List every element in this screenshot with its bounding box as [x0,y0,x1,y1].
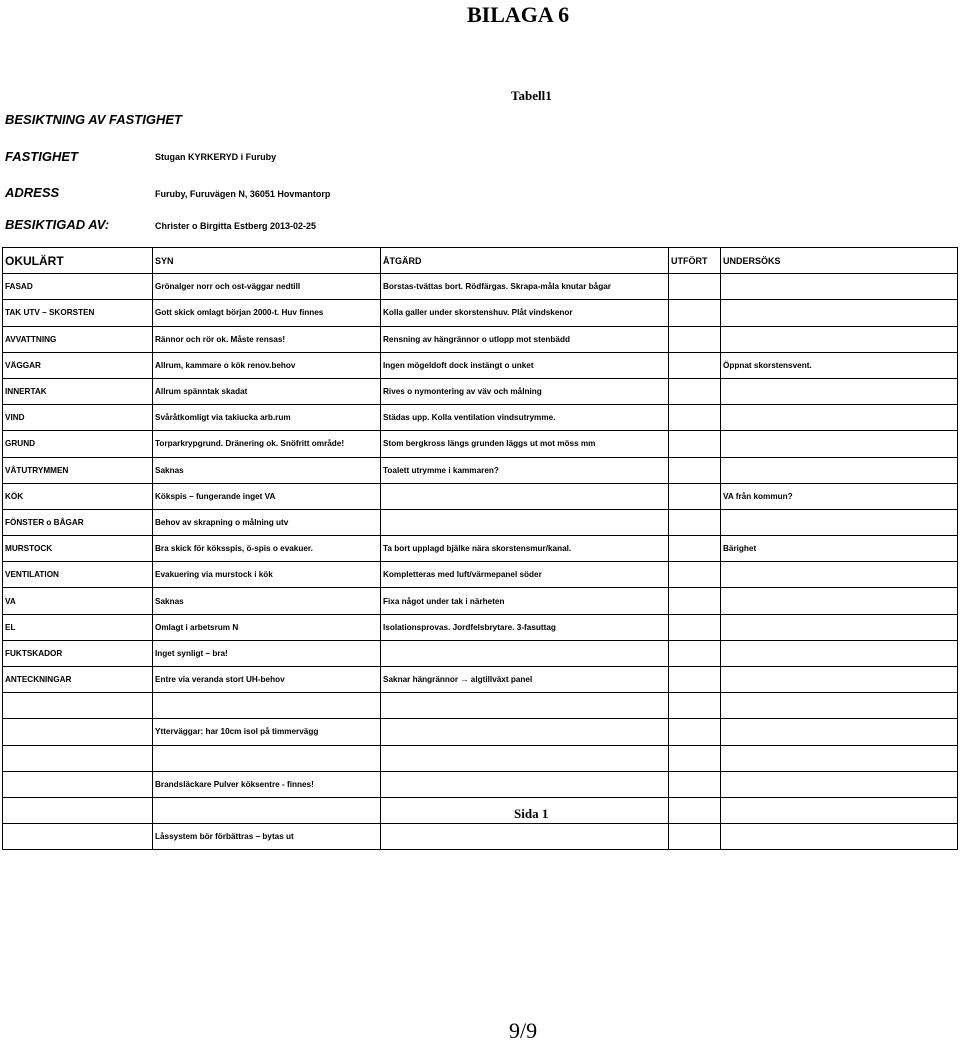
table-row [3,614,958,640]
cell-atgard: Stom bergkross längs grunden läggs ut mot möss mm [381,431,669,457]
table-row [3,405,958,431]
cell-okulart: VÅTUTRYMMEN [3,457,153,483]
column-header-underloks: UNDERSÖKS [721,248,958,274]
table-row [3,824,958,850]
cell-atgard [381,640,669,666]
cell-atgard: Ingen mögeldoft dock instängt o unket [381,352,669,378]
cell-undersoks [721,693,958,719]
column-header-syn: SYN [153,248,381,274]
property-value: Stugan KYRKERYD i Furuby [155,152,277,162]
cell-atgard: Borstas-tvättas bort. Rödfärgas. Skrapa-måla knutar bågar [381,274,669,300]
table-row [3,719,958,745]
cell-atgard: Saknar hängrännor → algtillväxt panel [381,667,669,693]
table-row [3,509,958,535]
cell-okulart: MURSTOCK [3,536,153,562]
cell-undersoks [721,431,958,457]
cell-okulart [3,693,153,719]
table-header-row [3,248,958,274]
cell-atgard: Rensning av hängrännor o utlopp mot stenbädd [381,326,669,352]
cell-syn: Entre via veranda stort UH-behov [153,667,381,693]
cell-syn: Rännor och rör ok. Måste rensas! [153,326,381,352]
table-row [3,274,958,300]
address-label: ADRESS [5,185,60,200]
cell-utfort [669,562,721,588]
cell-atgard [381,693,669,719]
cell-undersoks [721,509,958,535]
inspection-table [2,247,958,850]
cell-okulart: FASAD [3,274,153,300]
table-row [3,431,958,457]
table-row [3,745,958,771]
cell-okulart: GRUND [3,431,153,457]
document-title: BESIKTNING AV FASTIGHET [5,112,182,127]
cell-undersoks: Öppnat skorstensvent. [721,352,958,378]
cell-undersoks [721,562,958,588]
cell-syn: Saknas [153,457,381,483]
cell-utfort [669,509,721,535]
cell-okulart: TAK UTV – SKORSTEN [3,300,153,326]
cell-syn [153,693,381,719]
attachment-title: BILAGA 6 [467,2,570,27]
table-row [3,300,958,326]
table-row [3,562,958,588]
sheet-name: Tabell1 [511,88,552,103]
cell-atgard [381,771,669,797]
cell-okulart: FUKTSKADOR [3,640,153,666]
cell-okulart: INNERTAK [3,378,153,404]
cell-undersoks [721,274,958,300]
page-number: 9/9 [509,1018,538,1043]
inspected-by-label: BESIKTIGAD AV: [5,217,110,232]
cell-undersoks: VA från kommun? [721,483,958,509]
cell-utfort [669,352,721,378]
cell-syn: Inget synligt – bra! [153,640,381,666]
cell-syn: Grönalger norr och ost-väggar nedtill [153,274,381,300]
cell-syn: Svåråtkomligt via takiucka arb.rum [153,405,381,431]
cell-undersoks [721,614,958,640]
cell-atgard [381,745,669,771]
cell-undersoks [721,745,958,771]
table-row [3,457,958,483]
cell-undersoks [721,640,958,666]
cell-syn: Allrum spänntak skadat [153,378,381,404]
cell-syn: Allrum, kammare o kök renov.behov [153,352,381,378]
cell-atgard: Rives o nymontering av väv och målning [381,378,669,404]
cell-syn: Brandsläckare Pulver köksentre - finnes! [153,771,381,797]
cell-syn: Evakuering via murstock i kök [153,562,381,588]
cell-syn [153,797,381,823]
cell-utfort [669,797,721,823]
cell-undersoks [721,719,958,745]
cell-utfort [669,667,721,693]
column-header-okulart: OKULÄRT [3,248,153,274]
cell-syn: Omlagt i arbetsrum N [153,614,381,640]
cell-okulart: VÄGGAR [3,352,153,378]
cell-utfort [669,457,721,483]
sheet-page-label: Sida 1 [514,806,549,821]
table-row [3,483,958,509]
cell-undersoks [721,771,958,797]
cell-okulart: VIND [3,405,153,431]
cell-utfort [669,614,721,640]
cell-utfort [669,588,721,614]
cell-okulart [3,719,153,745]
cell-okulart [3,797,153,823]
cell-atgard [381,719,669,745]
cell-syn: Behov av skrapning o målning utv [153,509,381,535]
cell-utfort [669,693,721,719]
cell-atgard [381,509,669,535]
cell-utfort [669,378,721,404]
cell-undersoks [721,588,958,614]
cell-utfort [669,483,721,509]
cell-atgard: Kompletteras med luft/värmepanel söder [381,562,669,588]
cell-syn: Bra skick för köksspis, ö-spis o evakuer. [153,536,381,562]
table-row [3,693,958,719]
cell-undersoks [721,457,958,483]
cell-utfort [669,536,721,562]
cell-syn: Kökspis – fungerande inget VA [153,483,381,509]
cell-okulart: FÖNSTER o BÅGAR [3,509,153,535]
cell-syn: Ytterväggar: har 10cm isol på timmervägg [153,719,381,745]
table-row [3,640,958,666]
table-row [3,771,958,797]
table-row [3,378,958,404]
property-label: FASTIGHET [5,149,78,164]
table-row [3,536,958,562]
cell-utfort [669,640,721,666]
address-value: Furuby, Furuvägen N, 36051 Hovmantorp [155,189,331,199]
cell-utfort [669,431,721,457]
cell-atgard [381,483,669,509]
table-row [3,326,958,352]
table-row [3,352,958,378]
column-header-atgard: ÅTGÄRD [381,248,669,274]
cell-syn: Gott skick omlagt början 2000-t. Huv finnes [153,300,381,326]
cell-undersoks [721,824,958,850]
column-header-utfort: UTFÖRT [669,248,721,274]
cell-okulart: AVVATTNING [3,326,153,352]
cell-atgard [381,824,669,850]
cell-atgard: Toalett utrymme i kammaren? [381,457,669,483]
cell-syn [153,745,381,771]
cell-undersoks: Bärighet [721,536,958,562]
cell-syn: Låssystem bör förbättras – bytas ut [153,824,381,850]
table-row [3,588,958,614]
cell-okulart: EL [3,614,153,640]
cell-utfort [669,719,721,745]
inspected-by-value: Christer o Birgitta Estberg 2013-02-25 [155,221,317,231]
cell-undersoks [721,405,958,431]
cell-okulart [3,824,153,850]
cell-okulart [3,745,153,771]
cell-utfort [669,745,721,771]
cell-okulart: ANTECKNINGAR [3,667,153,693]
cell-syn: Torparkrypgrund. Dränering ok. Snöfritt område! [153,431,381,457]
cell-atgard: Isolationsprovas. Jordfelsbrytare. 3-fasuttag [381,614,669,640]
cell-undersoks [721,797,958,823]
cell-atgard: Kolla galler under skorstenshuv. Plåt vindskenor [381,300,669,326]
cell-atgard: Ta bort upplagd bjälke nära skorstensmur/kanal. [381,536,669,562]
cell-okulart: KÖK [3,483,153,509]
cell-okulart: VENTILATION [3,562,153,588]
cell-atgard: Städas upp. Kolla ventilation vindsutrymme. [381,405,669,431]
cell-atgard: Fixa något under tak i närheten [381,588,669,614]
cell-utfort [669,274,721,300]
cell-utfort [669,771,721,797]
cell-undersoks [721,326,958,352]
cell-utfort [669,405,721,431]
table-row [3,797,958,823]
cell-undersoks [721,667,958,693]
cell-utfort [669,326,721,352]
cell-utfort [669,300,721,326]
cell-okulart: VA [3,588,153,614]
table-row [3,667,958,693]
cell-okulart [3,771,153,797]
cell-undersoks [721,378,958,404]
cell-undersoks [721,300,958,326]
cell-syn: Saknas [153,588,381,614]
cell-utfort [669,824,721,850]
